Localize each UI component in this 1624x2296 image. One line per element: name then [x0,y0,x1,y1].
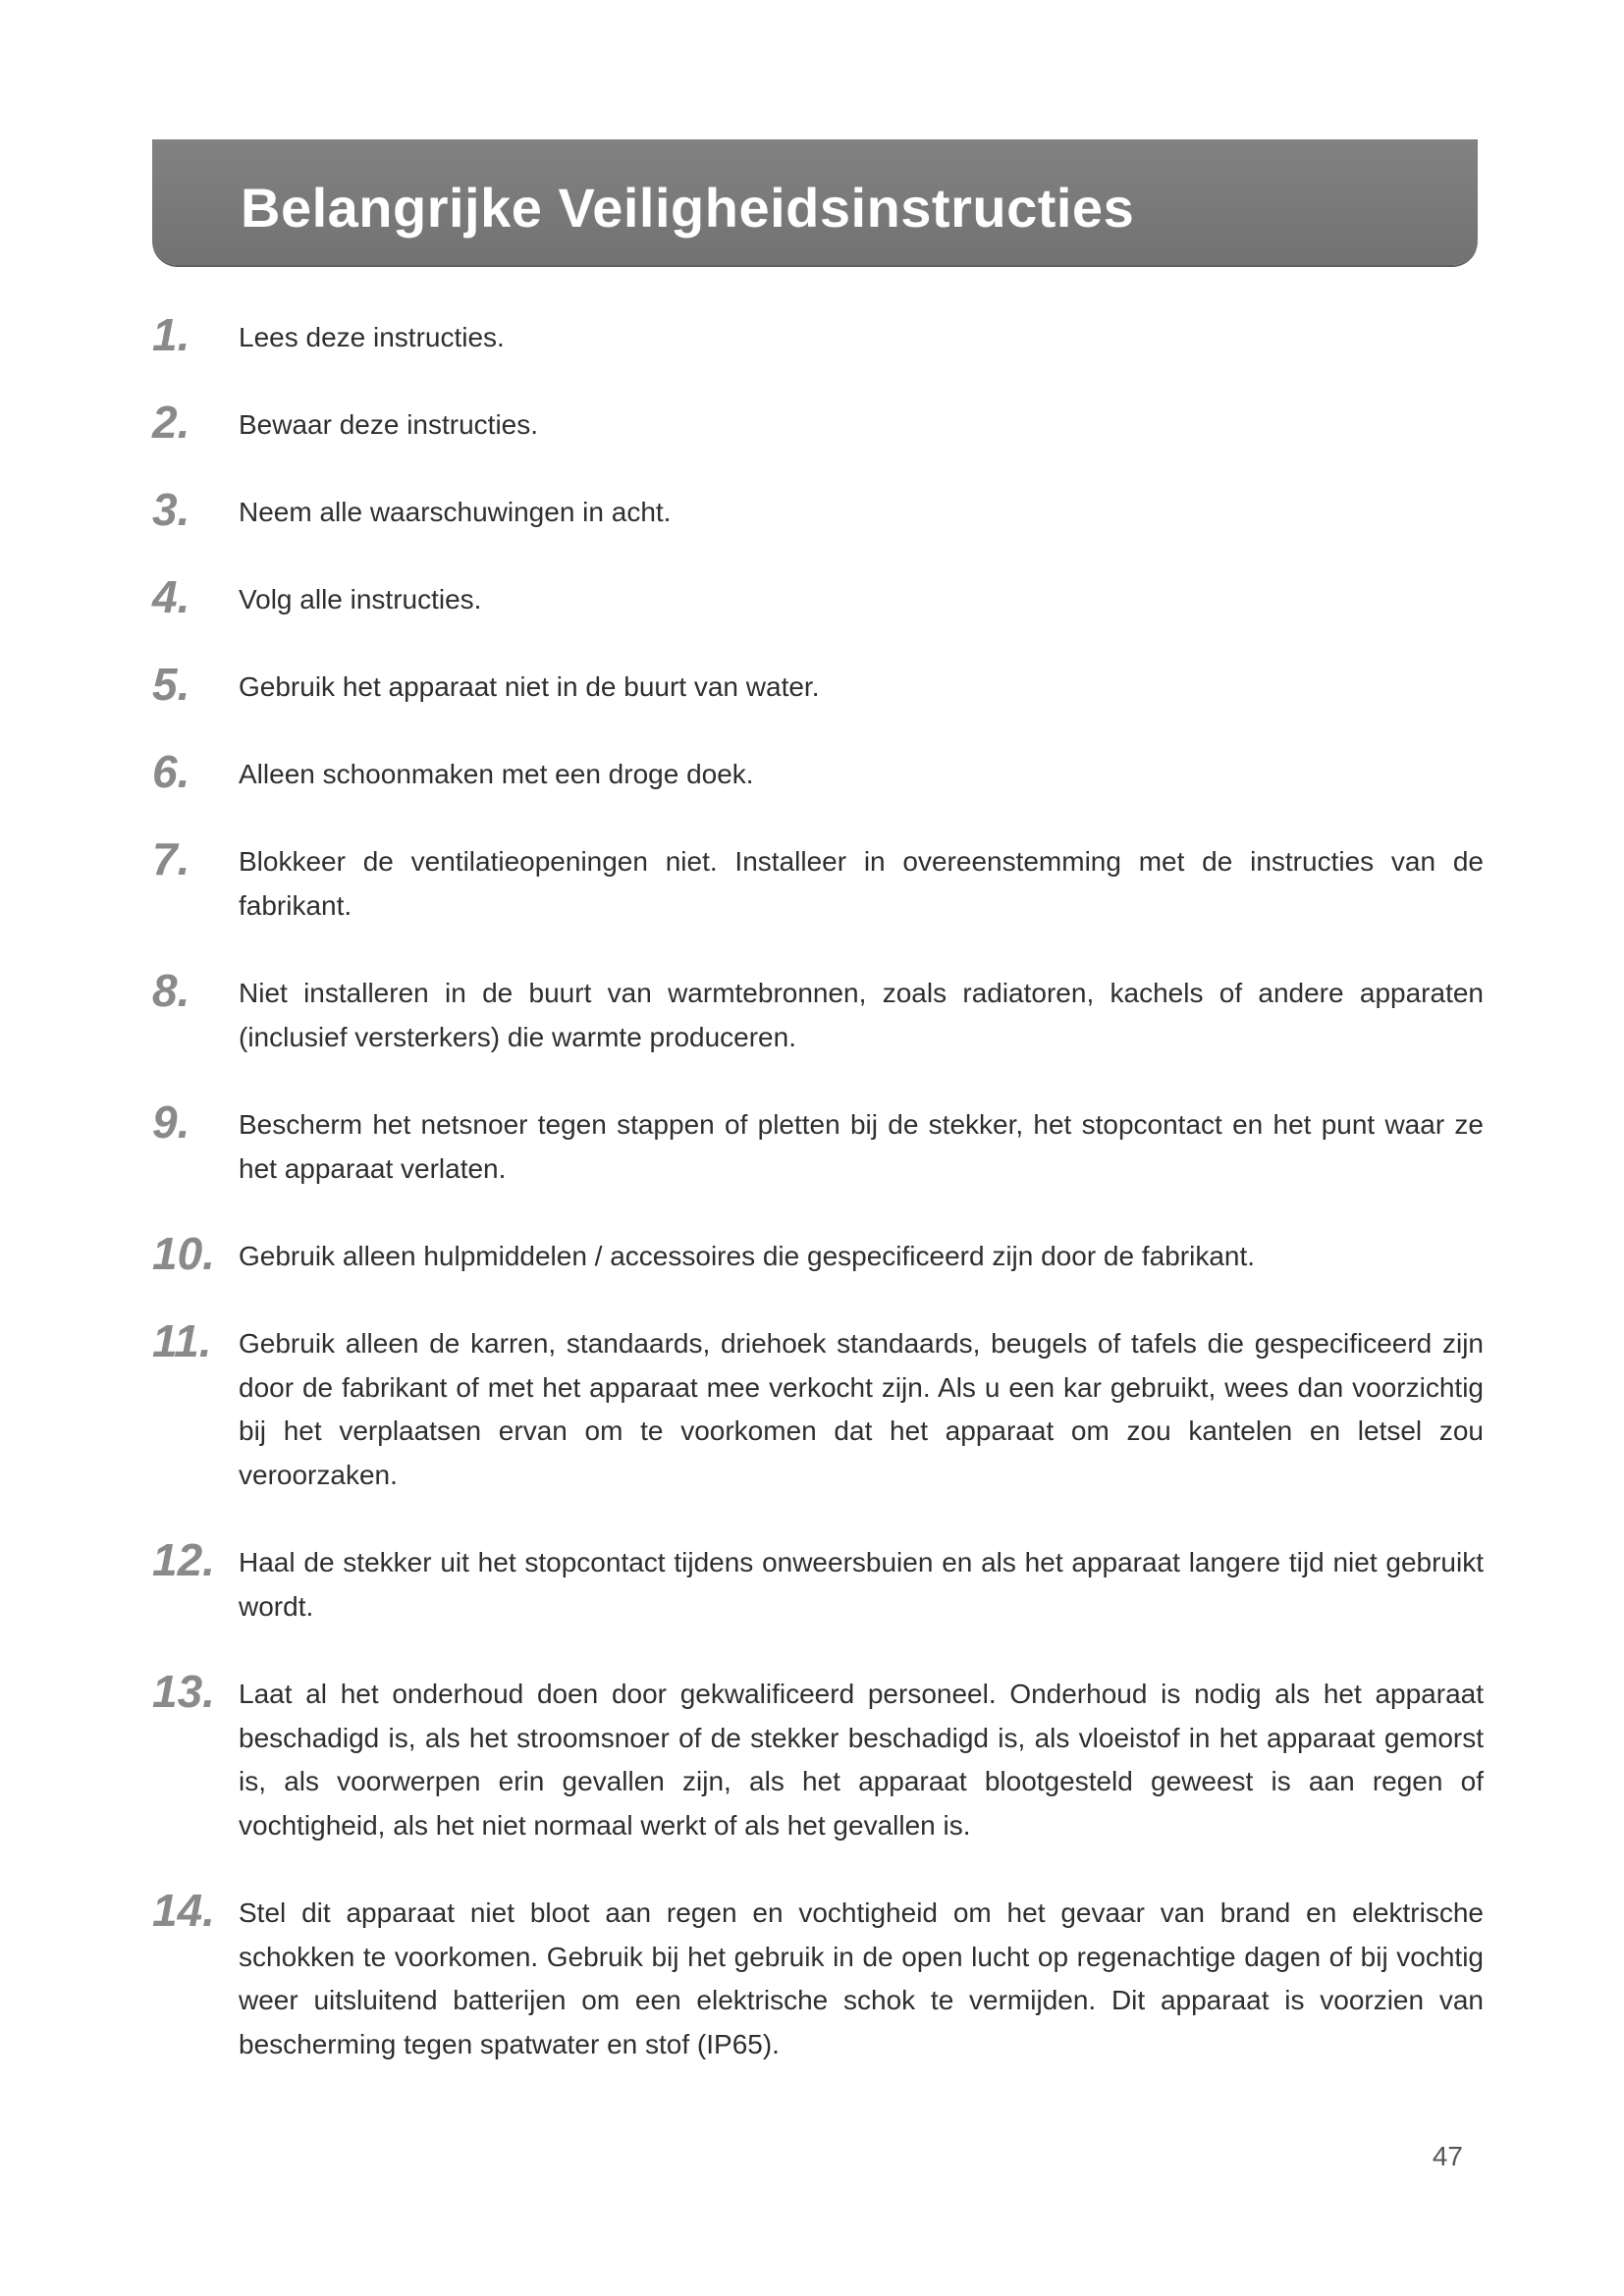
item-text: Stel dit apparaat niet bloot aan regen en vochtigheid om het gevaar van brand en elektrische schokken te voorkomen. Gebruik bij het gebruik in de open lucht op regenachtige dagen of bij vochtig weer uitsluitend batterijen om een elektrische schok te vermijden. Dit apparaat is voorzien van bescherming tegen spatwater en stof (IP65). [239,1897,1484,2059]
item-number: 4. [152,571,190,622]
item-number: 12. [152,1534,215,1585]
item-text: Gebruik alleen hulpmiddelen / accessoires die gespecificeerd zijn door de fabrikant. [239,1241,1256,1271]
item-text: Laat al het onderhoud doen door gekwalificeerd personeel. Onderhoud is nodig als het apparaat beschadigd is, als het stroomsnoer of de stekker beschadigd is, als vloeistof in het apparaat gemorst is, als voorwerpen erin gevallen zijn, als het apparaat blootgesteld geweest is aan regen of vochtigheid, als het niet normaal werkt of als het gevallen is. [239,1679,1484,1841]
item-number: 13. [152,1666,215,1717]
page-title: Belangrijke Veiligheidsinstructies [241,177,1135,239]
item-number: 7. [152,833,190,884]
item-text: Bescherm het netsnoer tegen stappen of pletten bij de stekker, het stopcontact en het punt waar ze het apparaat verlaten. [239,1109,1484,1184]
item-text: Niet installeren in de buurt van warmtebronnen, zoals radiatoren, kachels of andere apparaten (inclusief versterkers) die warmte produceren. [239,978,1484,1052]
item-text: Volg alle instructies. [239,584,482,614]
item-number: 14. [152,1885,215,1936]
item-text: Haal de stekker uit het stopcontact tijdens onweersbuien en als het apparaat langere tijd niet gebruikt wordt. [239,1547,1484,1622]
item-number: 2. [152,397,190,448]
item-text: Gebruik alleen de karren, standaards, driehoek standaards, beugels of tafels die gespecificeerd zijn door de fabrikant of met het apparaat mee verkocht zijn. Als u een kar gebruikt, wees dan voorzichtig bij het verplaatsen ervan om te voorkomen dat het apparaat om zou kantelen en letsel zou veroorzaken. [239,1328,1484,1490]
item-number: 8. [152,965,190,1016]
item-number: 1. [152,309,190,360]
item-text: Bewaar deze instructies. [239,409,539,440]
item-text: Alleen schoonmaken met een droge doek. [239,759,754,789]
item-number: 10. [152,1228,215,1279]
item-number: 9. [152,1096,190,1148]
item-number: 5. [152,659,190,710]
item-number: 11. [152,1315,212,1366]
header-banner [152,139,1478,265]
page-number: 47 [1432,2141,1463,2171]
item-text: Lees deze instructies. [239,322,505,352]
item-text: Neem alle waarschuwingen in acht. [239,497,672,527]
item-number: 3. [152,484,190,535]
item-number: 6. [152,746,190,797]
item-text: Gebruik het apparaat niet in de buurt van water. [239,671,820,702]
item-text: Blokkeer de ventilatieopeningen niet. Installeer in overeenstemming met de instructies van de fabrikant. [239,846,1484,921]
